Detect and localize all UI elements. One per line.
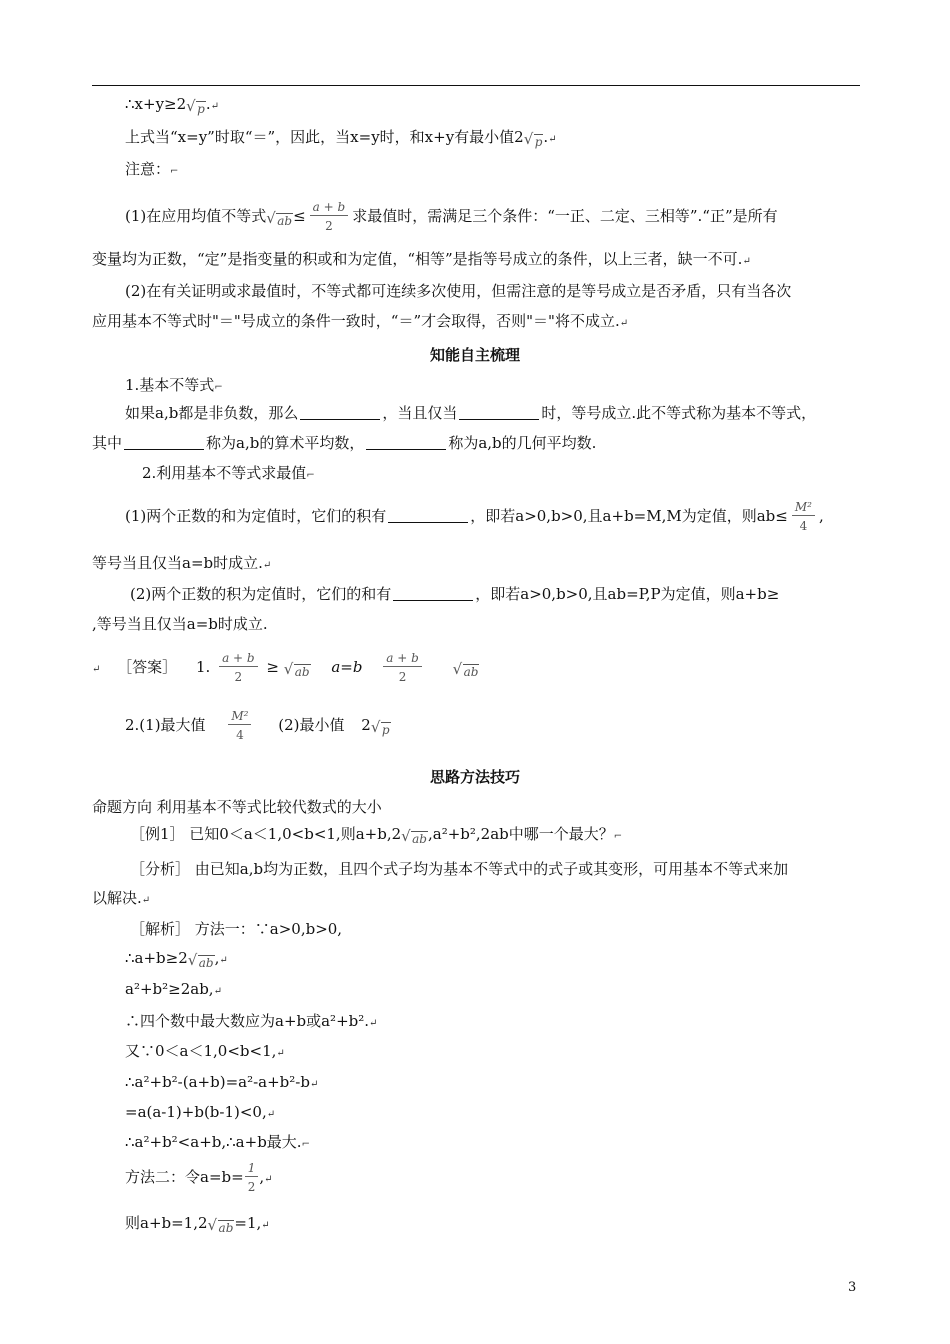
note-1-line2: 变量均为正数，“定”是指变量的积或和为定值，“相等”是指等号成立的条件，以上三者，缺一不可.↵ bbox=[92, 250, 751, 268]
note-2-line1: (2)在有关证明或求最值时，不等式都可连续多次使用，但需注意的是等号成立是否矛盾，只有当各次 bbox=[125, 282, 792, 300]
answer-line-1: ↵ ［答案］ 1. $\frac{a + b}{2}$ ≥ √ ab a=b $\frac{a + b}{2}$ √ ab bbox=[92, 650, 479, 689]
note-1-line1: (1)在应用均值不等式√ ab≤ $\frac{a + b}{2}$ 求最值时，需满足三个条件：“一正、二定、三相等”.“正”是所有 bbox=[125, 200, 778, 236]
sqrt-ab: √ ab bbox=[453, 655, 480, 689]
topic-direction: 命题方向 利用基本不等式比较代数式的大小 bbox=[92, 798, 382, 816]
sqrt-ab: √ ab bbox=[188, 952, 215, 974]
solution-line: ［解析］ 方法一：∵a>0,b>0, bbox=[130, 920, 343, 938]
fraction-M2-over-4: $\frac{\text{M²}}{4}$ bbox=[228, 709, 251, 743]
fill-blank[interactable] bbox=[459, 405, 539, 420]
step-4: 又∵0＜a＜1,0<b<1,↵ bbox=[125, 1042, 285, 1060]
method-2-line2: 则a+b=1,2√ ab=1,↵ bbox=[125, 1212, 270, 1239]
fraction-a-plus-b-over-2: $\frac{a + b}{2}$ bbox=[383, 651, 422, 685]
analysis-line1: ［分析］ 由已知a,b均为正数，且四个式子均为基本不等式中的式子或其变形，可用基本不等式来加 bbox=[130, 860, 789, 878]
fill-blank[interactable] bbox=[366, 435, 446, 450]
page-number: 3 bbox=[848, 1280, 857, 1295]
analysis-line2: 以解决.↵ bbox=[92, 889, 151, 907]
method-2-line1: 方法二：令a=b= $\frac{1}{2}$ ,↵ bbox=[125, 1161, 273, 1194]
sqrt-ab: √ ab bbox=[401, 828, 428, 850]
item-2-1-line2: 等号当且仅当a=b时成立.↵ bbox=[92, 554, 272, 572]
step-3: ∴四个数中最大数应为a+b或a²+b².↵ bbox=[125, 1012, 378, 1030]
item-1-line1: 如果a,b都是非负数，那么 ，当且仅当 时，等号成立.此不等式称为基本不等式， bbox=[125, 404, 817, 422]
sqrt-p: √ p bbox=[371, 713, 391, 747]
line-min-value: 上式当“x=y”时取“＝”，因此，当x=y时，和x+y有最小值2√ p.↵ bbox=[125, 126, 557, 153]
header-rule bbox=[92, 85, 860, 86]
section-heading-knowledge: 知能自主梳理 bbox=[429, 346, 520, 364]
note-label: 注意：⌐ bbox=[125, 160, 179, 178]
step-5: ∴a²+b²-(a+b)=a²-a+b²-b↵ bbox=[125, 1073, 319, 1091]
sqrt-ab: √ ab bbox=[208, 1217, 235, 1239]
sqrt-ab: √ ab bbox=[284, 655, 311, 689]
fraction-a-plus-b-over-2: $\frac{a + b}{2}$ bbox=[219, 651, 258, 685]
note-2-line2: 应用基本不等式时"＝"号成立的条件一致时，“＝”才会取得，否则"＝"将不成立.↵ bbox=[92, 312, 629, 330]
item-1-line2: 其中 称为a,b的算术平均数， 称为a,b的几何平均数. bbox=[92, 434, 597, 452]
item-2-1-line1: (1)两个正数的和为定值时，它们的积有 ，即若a>0,b>0,且a+b=M,M为定值，则ab≤ $\frac{\text{M²}}{4}$ , bbox=[125, 500, 824, 533]
answer-line-2: 2.(1)最大值 $\frac{\text{M²}}{4}$ (2)最小值 2√ p bbox=[125, 708, 391, 747]
fill-blank[interactable] bbox=[388, 508, 468, 523]
fill-blank[interactable] bbox=[300, 405, 380, 420]
fill-blank[interactable] bbox=[124, 435, 204, 450]
fraction-one-half: $\frac{1}{2}$ bbox=[245, 1161, 259, 1195]
step-7: ∴a²+b²<a+b,∴a+b最大.⌐ bbox=[125, 1133, 310, 1151]
fill-blank[interactable] bbox=[393, 586, 473, 601]
sqrt-ab: √ ab bbox=[266, 206, 293, 236]
step-6: =a(a-1)+b(b-1)<0,↵ bbox=[125, 1103, 276, 1121]
step-1: ∴a+b≥2√ ab,↵ bbox=[125, 947, 228, 974]
sqrt-p: √ p bbox=[524, 131, 544, 153]
section-heading-methods: 思路方法技巧 bbox=[429, 768, 520, 786]
step-2: a²+b²≥2ab,↵ bbox=[125, 980, 222, 998]
item-2-2-line1: (2)两个正数的积为定值时，它们的和有 ，即若a>0,b>0,且ab=P,P为定值，则a+b≥ bbox=[130, 585, 780, 603]
fraction-a-plus-b-over-2: $\frac{a + b}{2}$ bbox=[310, 200, 349, 234]
item-1-title: 1.基本不等式⌐ bbox=[125, 376, 223, 394]
sqrt-p: √ p bbox=[186, 98, 206, 120]
line-xy-ge: ∴x+y≥2√ p.↵ bbox=[125, 93, 219, 120]
example-1: ［例1］ 已知0＜a＜1,0<b<1,则a+b,2√ ab,a²+b²,2ab中哪一个最大？⌐ bbox=[130, 823, 622, 850]
item-2-title: 2.利用基本不等式求最值⌐ bbox=[142, 464, 315, 482]
item-2-2-line2: ,等号当且仅当a=b时成立. bbox=[92, 615, 268, 633]
fraction-M2-over-4: $\frac{\text{M²}}{4}$ bbox=[792, 500, 815, 534]
